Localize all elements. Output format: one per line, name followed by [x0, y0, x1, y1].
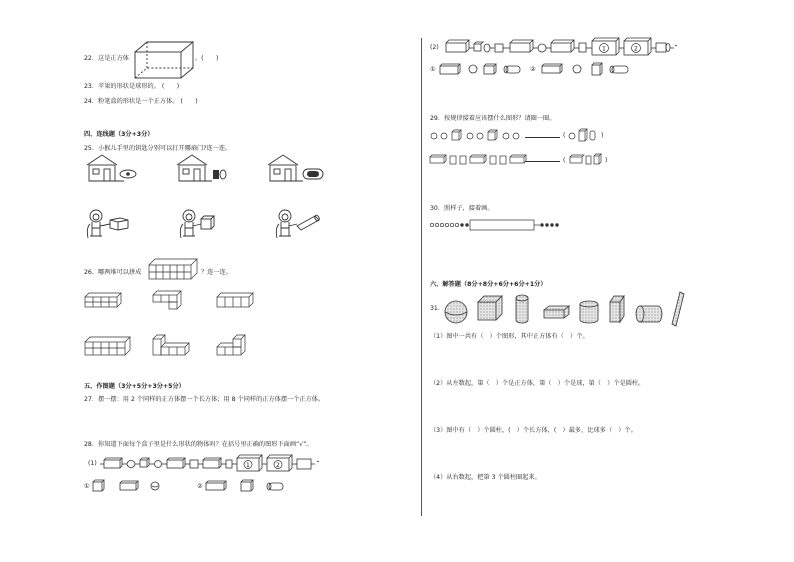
q31-part4: （4）从右数起，把第 3 个圆柱圈起来。 — [430, 474, 541, 481]
q22-answer-blank[interactable]: 。( ) — [195, 55, 219, 62]
q25-text: 25．小猴儿手里的钥匙分别可以打开哪扇门?连一连。 — [84, 145, 232, 152]
cube-block-stack — [148, 258, 200, 280]
monkey-icon[interactable] — [179, 208, 229, 244]
box-label-1: 1 — [246, 462, 250, 469]
q28-2-option-2[interactable]: ② — [530, 66, 536, 73]
pattern-choices-1[interactable] — [568, 127, 600, 143]
q31-label: 31． — [430, 305, 445, 312]
cube-block-piece[interactable] — [152, 290, 192, 310]
q31-part3: （3）图中有（ ）个圆柱，( ）个长方体，( ）最多，比球多（ ）个。 — [430, 427, 637, 434]
q26-text-a: 26．哪两堆可以拼成 — [84, 269, 142, 276]
monkey-icon[interactable] — [86, 208, 136, 244]
house-icon[interactable] — [176, 154, 232, 182]
monkey-icon[interactable] — [275, 208, 325, 244]
shape-choices — [205, 479, 295, 493]
cube-block-piece[interactable] — [152, 334, 196, 356]
q28-1-option-1[interactable]: ① — [84, 483, 90, 490]
q27-text: 27．摆一摆：用 2 个同样的正方体摆一个长方体；用 8 个同样的正方体摆一个正方体。 — [84, 396, 325, 403]
q28-text: 28．你知道下面每个盒子里是什么形状的物体吗？在括号里正确的图形下面画“√”。 — [84, 441, 313, 448]
house-icon[interactable] — [86, 154, 138, 182]
pattern-row-2 — [428, 152, 528, 166]
column-divider — [421, 38, 422, 516]
q28-part1-label: (1) — [88, 460, 97, 467]
paren-close: ) — [605, 157, 608, 164]
cube-block-piece[interactable] — [84, 336, 134, 356]
cube-block-piece[interactable] — [216, 334, 256, 356]
q31-shapes — [444, 290, 694, 328]
q24-text: 24．粉笔盒的形状是一个正方体。 ( ) — [84, 98, 198, 105]
paren-open: ( — [563, 157, 566, 164]
section-6-heading: 六、解答题（8分+8分+6分+6分+1分） — [430, 281, 547, 288]
q28-part2-label: (2) — [430, 44, 439, 51]
shape-choices — [92, 479, 172, 493]
section-5-heading: 五、作图题（3分+5分+3分+5分） — [84, 383, 185, 390]
q31-part2: （2）从左数起，第（ ）个是正方体，第（ ）个是球，第（ ）个是圆柱。 — [430, 380, 645, 387]
shape-choices — [438, 62, 528, 76]
q26-text-b: ？连一连。 — [201, 269, 232, 276]
house-icon[interactable] — [267, 154, 327, 182]
cube-block-piece[interactable] — [216, 292, 256, 308]
paren-open: ( — [563, 132, 566, 139]
shape-choices — [540, 61, 635, 77]
q30-text: 30．照样子，接着画。 — [430, 205, 494, 212]
q29-text: 29．按规律接着应该摆什么图形？请圈一圈。 — [430, 115, 556, 122]
box-label-1: 1 — [602, 45, 606, 53]
pattern-choices-2[interactable] — [568, 152, 604, 166]
box-label-2: 2 — [276, 462, 280, 469]
pattern-row-1 — [430, 128, 530, 142]
box-chain-1 — [100, 454, 320, 474]
cube-block-piece[interactable] — [84, 292, 126, 308]
answer-line[interactable] — [525, 161, 560, 162]
q28-1-option-2[interactable]: ② — [197, 483, 203, 490]
cuboid-figure — [134, 40, 196, 80]
q23-text: 23．苹果的形状是球形的。 ( ) — [84, 83, 180, 90]
bead-pattern — [430, 218, 560, 232]
paren-close: ) — [601, 132, 604, 139]
section-4-heading: 四、连线题（3分+3分） — [84, 131, 154, 138]
q22-text: 22．这是正方体 — [84, 55, 129, 62]
q31-part1: （1）图中一共有（ ）个图形，其中正方体有（ ）个。 — [430, 333, 589, 340]
answer-line[interactable] — [525, 137, 560, 138]
box-label-2: 2 — [634, 45, 638, 53]
box-chain-2 — [442, 38, 682, 58]
q28-2-option-1[interactable]: ① — [430, 66, 436, 73]
